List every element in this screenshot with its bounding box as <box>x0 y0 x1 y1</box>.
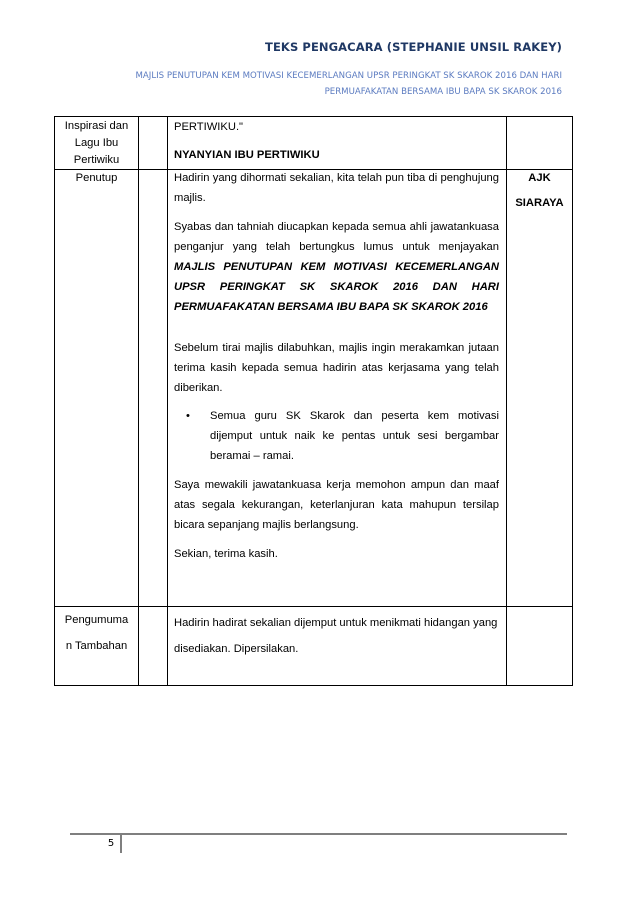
script-table <box>54 116 573 686</box>
closing-paragraph-1: Hadirin yang dihormati sekalian, kita telah pun tiba di penghujung majlis. <box>174 172 499 204</box>
subtitle-line-2: PERMUAFAKATAN BERSAMA IBU BAPA SK SKAROK 2016 <box>324 87 562 97</box>
subtitle-line-1: MAJLIS PENUTUPAN KEM MOTIVASI KECEMERLANGAN UPSR PERINGKAT SK SKAROK 2016 DAN HARI <box>135 71 562 81</box>
announcement-text: Hadirin hadirat sekalian dijemput untuk menikmati hidangan yang disediakan. Dipersilakan. <box>174 617 498 655</box>
item-cell: Penutup <box>55 170 139 607</box>
page-number-divider <box>120 834 122 853</box>
item-label-line: Inspirasi dan <box>64 120 129 132</box>
closing-paragraph-3: Sebelum tirai majlis dilabuhkan, majlis ingin merakamkan jutaan terima kasih kepada semua hadirin atas kerjasama yang telah diberikan. <box>174 342 499 394</box>
song-title: NYANYIAN IBU PERTIWIKU <box>174 149 320 161</box>
item-cell <box>55 607 139 686</box>
closing-paragraph-2 <box>174 217 499 317</box>
document-header-title: TEKS PENGACARA (STEPHANIE UNSIL RAKEY) <box>265 40 562 54</box>
document-header-subtitle <box>60 68 562 100</box>
list-item <box>174 406 499 466</box>
item-cell <box>55 117 139 170</box>
assigned-line: SIARAYA <box>515 197 564 209</box>
spacer-cell <box>139 607 168 686</box>
closing-paragraph-4: Saya mewakili jawatankuasa kerja memohon ampun dan maaf atas segala kekurangan, keterlanjuran kata mahupun tersilap bicara sepanjang majlis berlangsung. <box>174 479 499 531</box>
content-cell <box>168 170 507 607</box>
spacer-cell <box>139 170 168 607</box>
footer-divider <box>70 833 567 835</box>
closing-paragraph-5: Sekian, terima kasih. <box>174 548 278 560</box>
bullet-text: Semua guru SK Skarok dan peserta kem motivasi dijemput untuk naik ke pentas untuk sesi bergambar beramai – ramai. <box>210 410 499 462</box>
bullet-icon: • <box>186 410 190 422</box>
page-number: 5 <box>107 838 115 849</box>
item-label-line: Lagu Ibu <box>74 137 119 149</box>
assigned-cell <box>507 170 573 607</box>
content-cell <box>168 607 507 686</box>
content-cell <box>168 117 507 170</box>
content-line: PERTIWIKU." <box>174 121 244 133</box>
item-label-line: n Tambahan <box>65 640 128 652</box>
spacer-cell <box>139 117 168 170</box>
item-label-line: Pertiwiku <box>73 154 120 166</box>
table-row <box>55 607 573 686</box>
assigned-line: AJK <box>528 172 551 184</box>
table-row <box>55 117 573 170</box>
closing-paragraph-2-lead: Syabas dan tahniah diucapkan kepada semua ahli jawatankuasa penganjur yang telah bertungkus lumus untuk menjayakan <box>174 221 499 253</box>
assigned-cell <box>507 117 573 170</box>
item-label-line: Pengumuma <box>64 614 129 626</box>
table-row <box>55 170 573 607</box>
assigned-cell <box>507 607 573 686</box>
event-name-emphasis: MAJLIS PENUTUPAN KEM MOTIVASI KECEMERLANGAN UPSR PERINGKAT SK SKAROK 2016 DAN HARI PERMUAFAKATAN BERSAMA IBU BAPA SK SKAROK 2016 <box>174 261 499 313</box>
